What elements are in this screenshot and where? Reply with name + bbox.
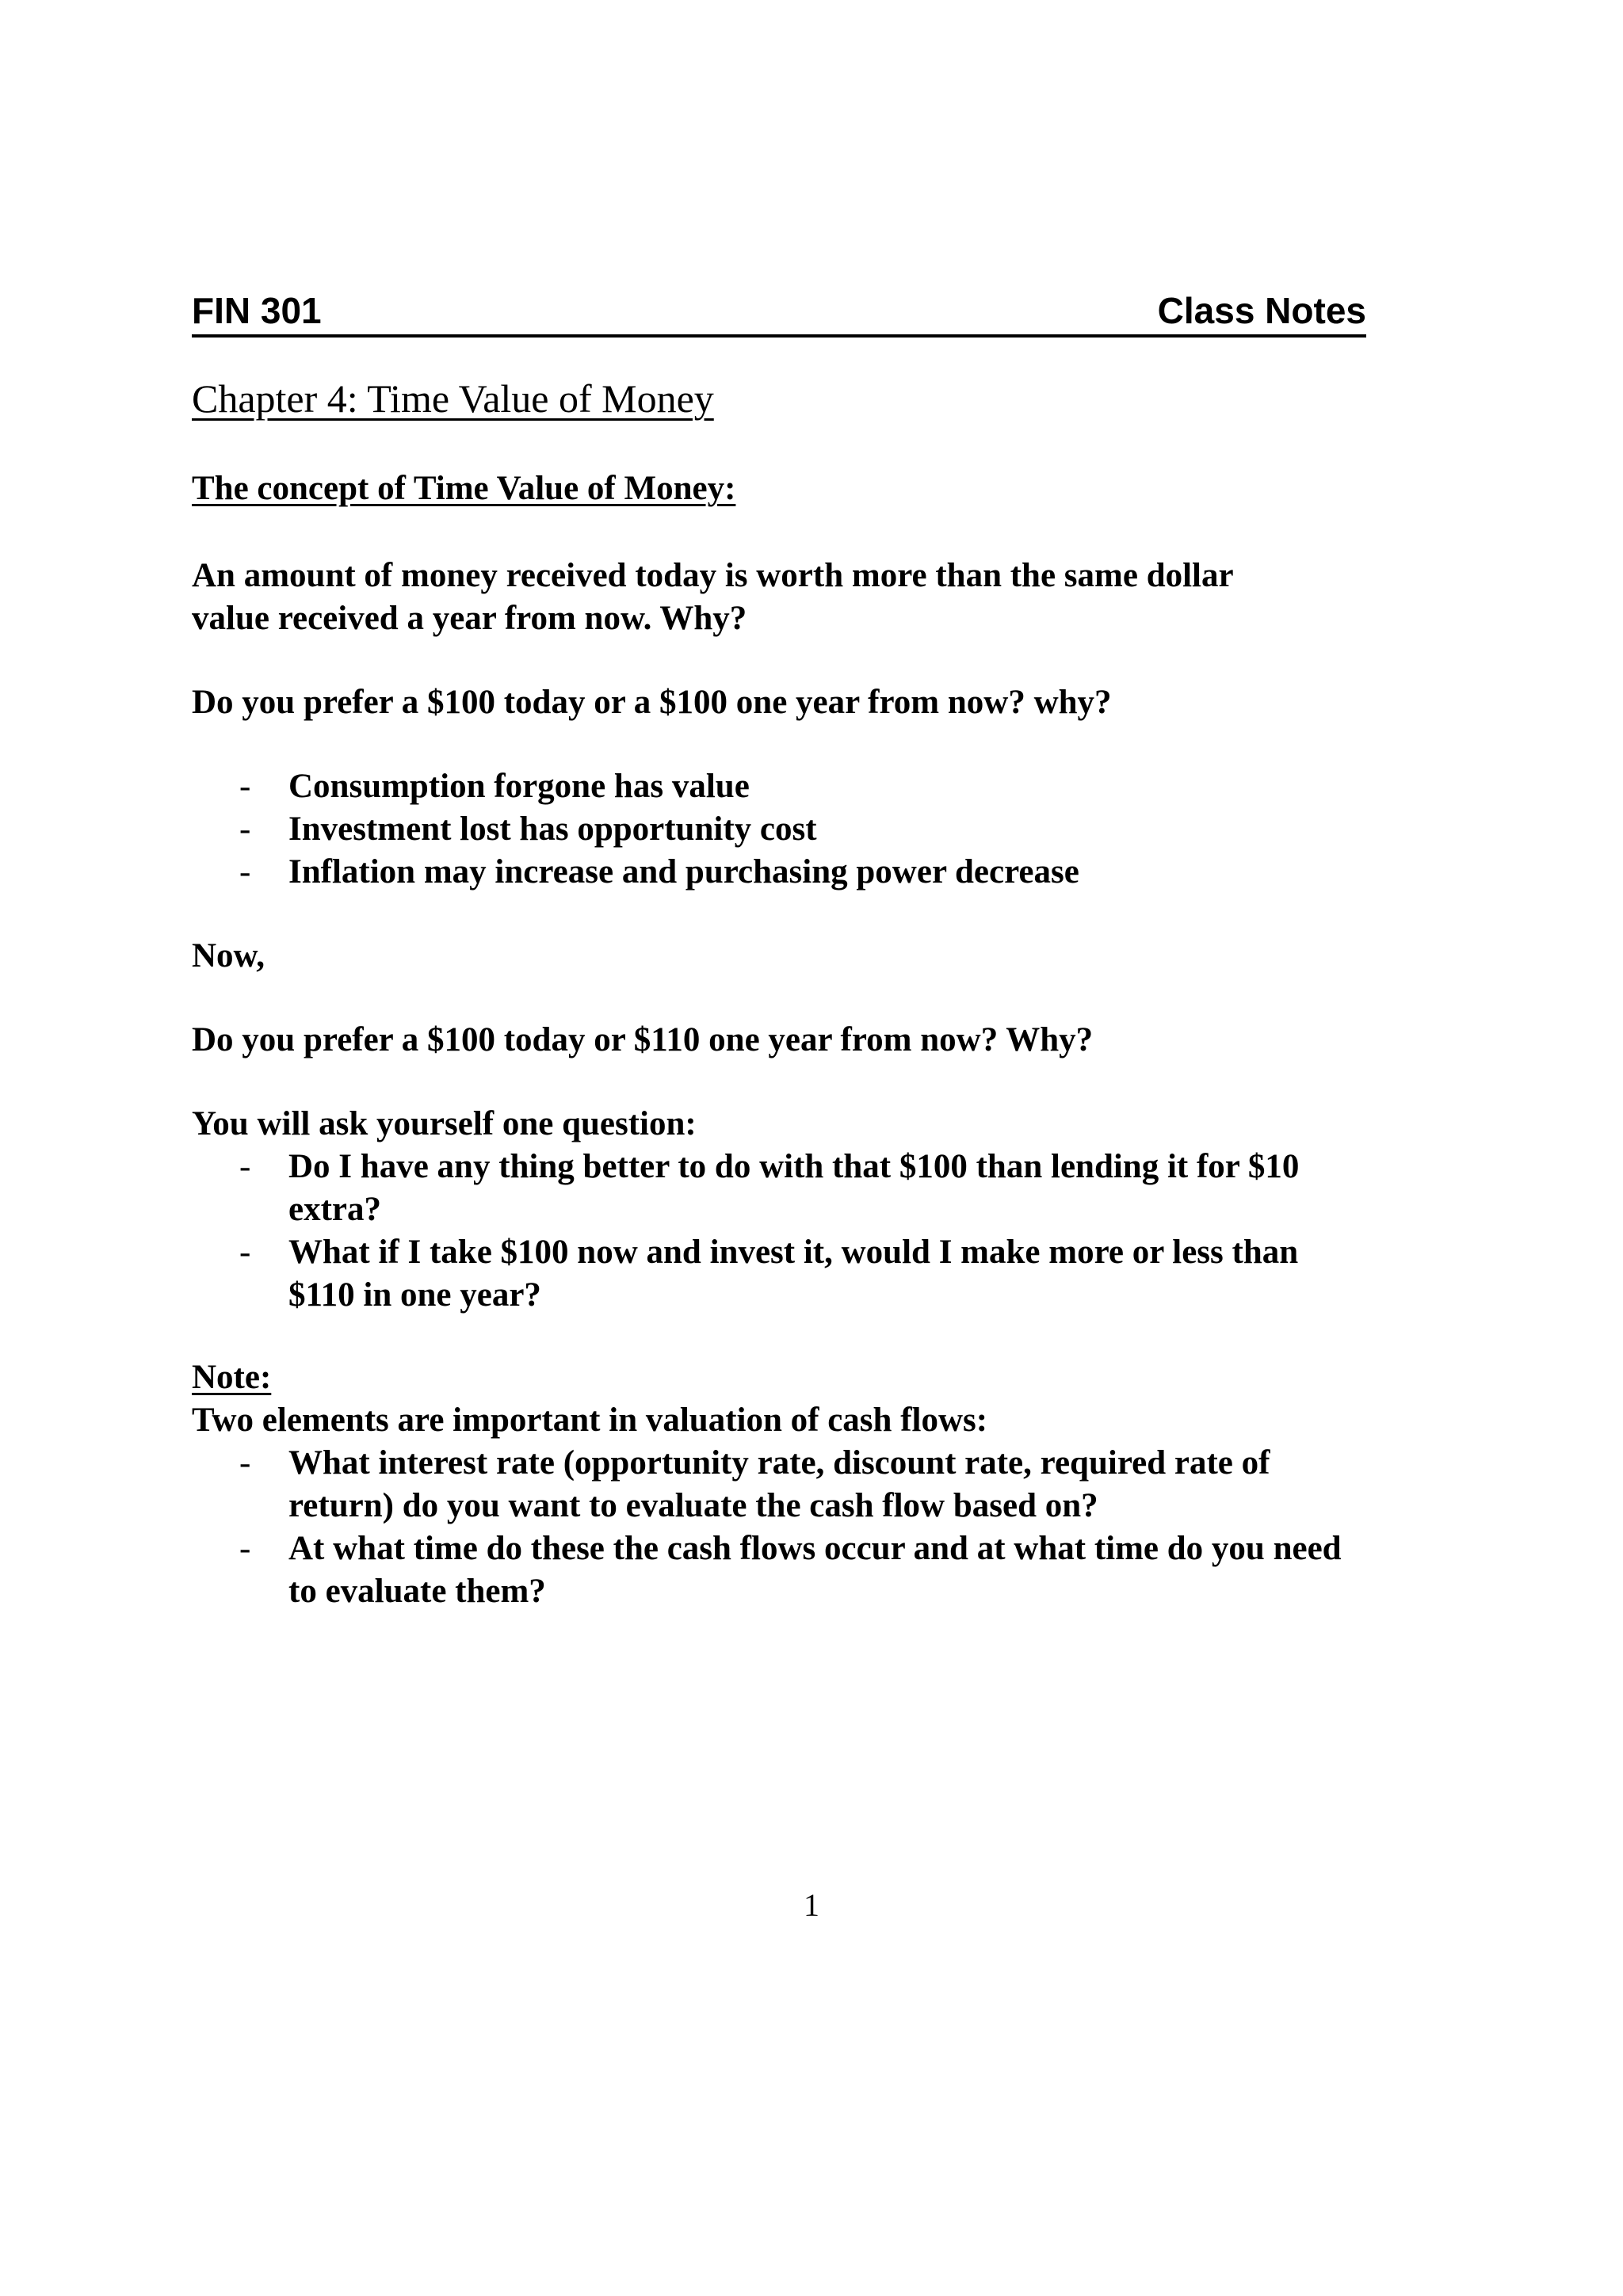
header-label: Class Notes <box>1157 290 1366 331</box>
question-2: Do you prefer a $100 today or $110 one year from now? Why? <box>192 1021 1094 1058</box>
now-label: Now, <box>192 937 265 974</box>
list-item <box>192 1527 1491 1613</box>
note-label: Note: <box>192 1359 272 1396</box>
list-item <box>192 765 1491 808</box>
bullet-dash: - <box>239 810 251 848</box>
list-item <box>192 1442 1491 1527</box>
bullet-dash: - <box>239 1148 251 1185</box>
list-item-line-1: What if I take $100 now and invest it, would I make more or less than <box>288 1234 1299 1271</box>
list-item-line-1: At what time do these the cash flows occur and at what time do you need <box>288 1530 1342 1567</box>
note-intro: Two elements are important in valuation of cash flows: <box>192 1402 988 1439</box>
chapter-title: Chapter 4: Time Value of Money <box>192 376 714 421</box>
list-item <box>192 1231 1491 1317</box>
list-item-text: Inflation may increase and purchasing power decrease <box>288 853 1079 891</box>
note-list <box>192 1442 1491 1613</box>
bullet-dash: - <box>239 1444 251 1482</box>
section-heading: The concept of Time Value of Money: <box>192 470 736 507</box>
list-item-line-2: $110 in one year? <box>288 1276 541 1314</box>
intro-line-1: An amount of money received today is worth more than the same dollar <box>192 557 1234 594</box>
list-item-text: Consumption forgone has value <box>288 768 750 805</box>
ask-list <box>192 1146 1491 1317</box>
intro-line-2: value received a year from now. Why? <box>192 600 747 637</box>
list-item <box>192 1146 1491 1231</box>
reasons-list <box>192 765 1491 894</box>
list-item-line-2: extra? <box>288 1191 381 1228</box>
course-code: FIN 301 <box>192 290 322 331</box>
list-item-line-1: Do I have any thing better to do with that $100 than lending it for $10 <box>288 1148 1300 1185</box>
page-header <box>192 287 1366 338</box>
list-item-line-1: What interest rate (opportunity rate, discount rate, required rate of <box>288 1444 1270 1482</box>
list-item <box>192 808 1491 851</box>
question-1: Do you prefer a $100 today or a $100 one year from now? why? <box>192 684 1112 721</box>
list-item-line-2: to evaluate them? <box>288 1573 546 1610</box>
intro-paragraph <box>192 555 1460 640</box>
bullet-dash: - <box>239 1234 251 1271</box>
list-item-line-2: return) do you want to evaluate the cash flow based on? <box>288 1487 1098 1524</box>
bullet-dash: - <box>239 1530 251 1567</box>
list-item-text: Investment lost has opportunity cost <box>288 810 817 848</box>
page-number: 1 <box>804 1887 819 1923</box>
bullet-dash: - <box>239 768 251 805</box>
list-item <box>192 851 1491 894</box>
bullet-dash: - <box>239 853 251 891</box>
ask-yourself: You will ask yourself one question: <box>192 1105 697 1142</box>
